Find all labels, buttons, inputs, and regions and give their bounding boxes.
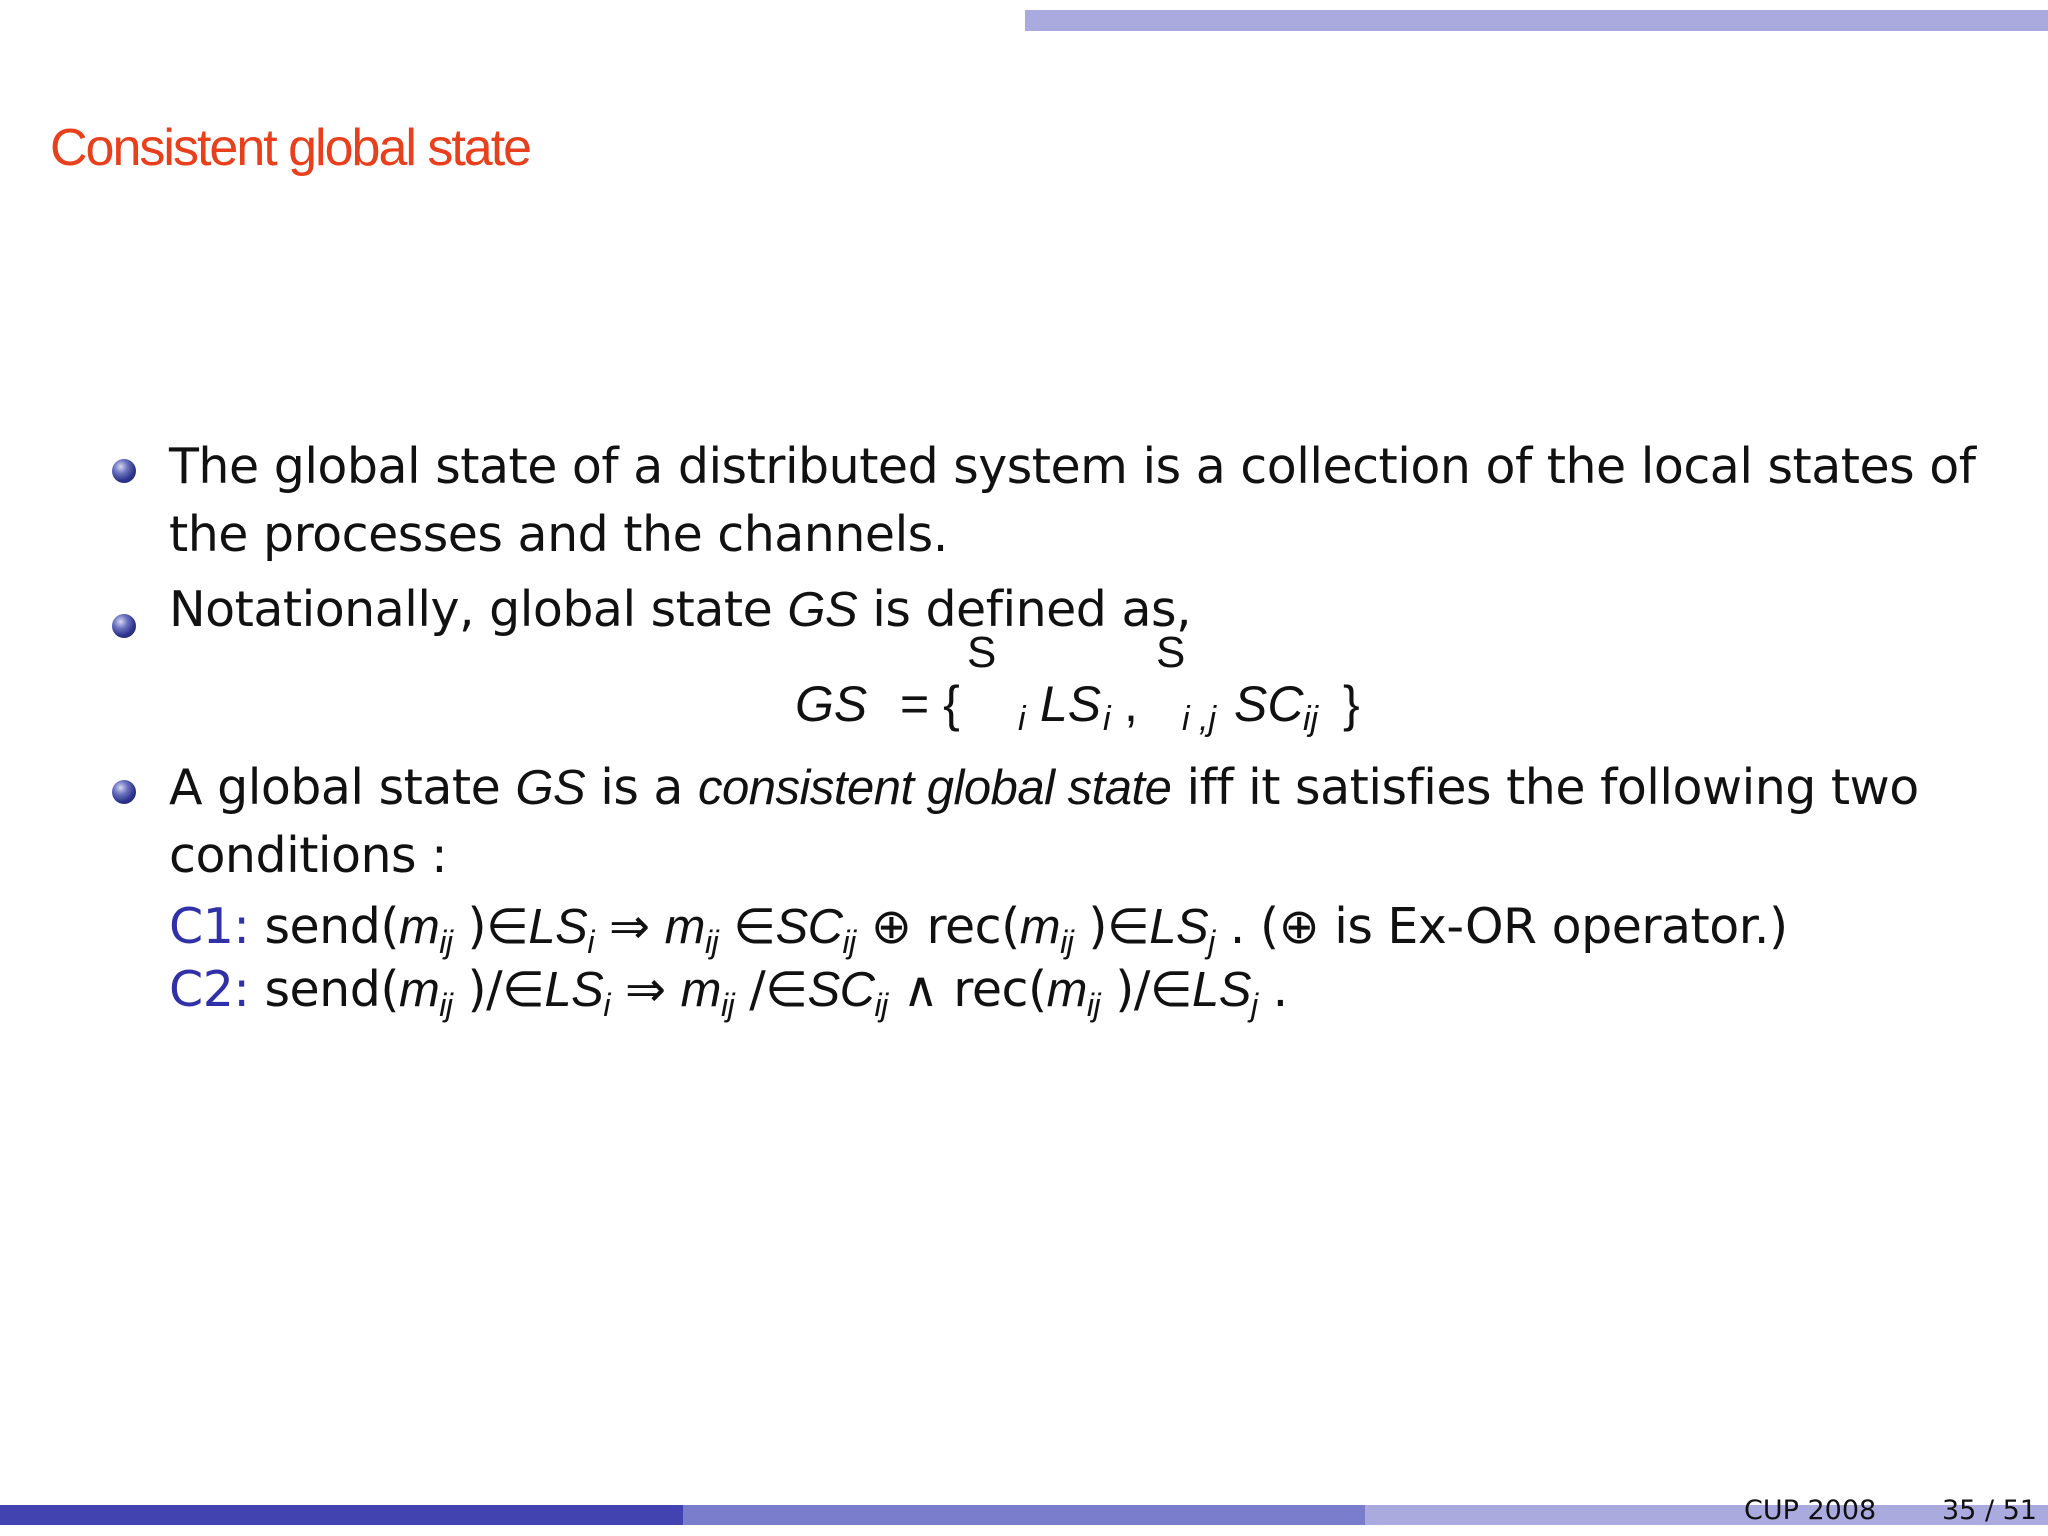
condition-c1 xyxy=(169,898,1788,961)
c2-m: m xyxy=(398,963,440,1017)
c1-in-sc: ∈ xyxy=(718,898,776,955)
c1-in: )∈ xyxy=(452,898,529,955)
bottom-bar-segment-1 xyxy=(0,1505,683,1525)
c1-ls: LS xyxy=(528,900,588,954)
formula-lhs: GS xyxy=(795,676,868,732)
c1-ls-sub: i xyxy=(587,924,594,960)
c2-ls2-sub: j xyxy=(1250,987,1258,1023)
c2-sc-sub: ij xyxy=(874,987,888,1023)
condition-c2 xyxy=(169,961,1288,1024)
formula-sc: SC xyxy=(1234,676,1304,732)
c2-ls2: LS xyxy=(1192,963,1251,1017)
union-symbol-2: S xyxy=(1156,628,1186,677)
union-symbol-1: S xyxy=(967,628,997,677)
c1-m: m xyxy=(398,900,440,954)
c1-rec: rec( xyxy=(926,898,1020,955)
c1-note: (⊕ is Ex-OR operator.) xyxy=(1259,898,1788,955)
c1-send: send( xyxy=(249,898,399,955)
bullet-3-line-1 xyxy=(169,754,1919,822)
bullet-3-emphasis: consistent global state xyxy=(698,761,1172,815)
formula-sc-sub: ij xyxy=(1303,700,1319,738)
c1-m3-sub: ij xyxy=(1060,924,1074,960)
bullet-2-text xyxy=(169,576,1191,644)
c2-m3-sub: ij xyxy=(1086,987,1101,1023)
c1-m2: m xyxy=(664,900,705,954)
c1-m3: m xyxy=(1019,900,1061,954)
c1-label: C1: xyxy=(169,898,250,955)
c2-send: send( xyxy=(249,961,399,1018)
c2-m-sub: ij xyxy=(439,987,453,1023)
c1-m-sub: ij xyxy=(439,924,453,960)
bullet-1-line-1: The global state of a distributed system is a collection of the local states of xyxy=(169,438,1976,495)
bullet-3-line-2: conditions : xyxy=(169,827,448,884)
top-decoration-bar xyxy=(1025,10,2048,31)
bullet-icon xyxy=(112,614,136,638)
formula-comma: , xyxy=(1124,676,1138,732)
c1-implies: ⇒ xyxy=(593,898,665,955)
c2-sc: SC xyxy=(807,963,875,1017)
bullet-3-pre: A global state xyxy=(169,759,516,816)
c2-notin2: )/∈ xyxy=(1100,961,1193,1018)
c2-m3: m xyxy=(1046,963,1087,1017)
c2-notin-sc: /∈ xyxy=(734,961,808,1018)
c1-sc-sub: ij xyxy=(842,924,856,960)
c2-rec: rec( xyxy=(953,961,1047,1018)
c2-m2-sub: ij xyxy=(720,987,735,1023)
c1-ls2: LS xyxy=(1149,900,1209,954)
c1-ls2-sub: j xyxy=(1208,924,1215,960)
c2-label: C2: xyxy=(169,961,250,1018)
bullet-2-post: is defined as, xyxy=(857,581,1192,638)
c1-dot: . xyxy=(1214,898,1260,955)
formula-ls-sub: i xyxy=(1103,700,1111,738)
bullet-icon xyxy=(112,459,136,483)
bottom-bar-segment-2 xyxy=(683,1505,1365,1525)
c1-m2-sub: ij xyxy=(704,924,719,960)
c2-ls: LS xyxy=(544,963,604,1017)
bullet-3-text xyxy=(169,754,1919,890)
bullet-3-post: iff it satisfies the following two xyxy=(1171,759,1919,816)
bullet-2-pre: Notationally, global state xyxy=(169,581,788,638)
c2-ls-sub: i xyxy=(603,987,610,1023)
c2-and: ∧ xyxy=(887,961,954,1018)
formula-close: } xyxy=(1343,676,1360,732)
footer-source: CUP 2008 xyxy=(1744,1495,1877,1526)
c1-xor: ⊕ xyxy=(855,898,927,955)
c2-dot: . xyxy=(1257,961,1288,1018)
bullet-3-var: GS xyxy=(515,761,586,815)
footer-page-number: 35 / 51 xyxy=(1942,1495,2037,1526)
union-sub-i: i xyxy=(1018,700,1026,738)
bullet-2-var: GS xyxy=(787,583,858,637)
c1-in2: )∈ xyxy=(1073,898,1150,955)
formula-ls: LS xyxy=(1040,676,1102,732)
bullet-1-text xyxy=(169,433,1975,569)
bullet-3-mid: is a xyxy=(585,759,699,816)
slide-title: Consistent global state xyxy=(50,119,531,177)
formula-eq: = { xyxy=(900,676,960,732)
c1-sc: SC xyxy=(775,900,843,954)
c2-m2: m xyxy=(680,963,721,1017)
c2-implies: ⇒ xyxy=(609,961,681,1018)
bullet-icon xyxy=(112,780,136,804)
union-sub-ij: i ,j xyxy=(1182,700,1216,738)
bullet-1-line-2: the processes and the channels. xyxy=(169,506,948,563)
c2-notin: )/∈ xyxy=(452,961,545,1018)
